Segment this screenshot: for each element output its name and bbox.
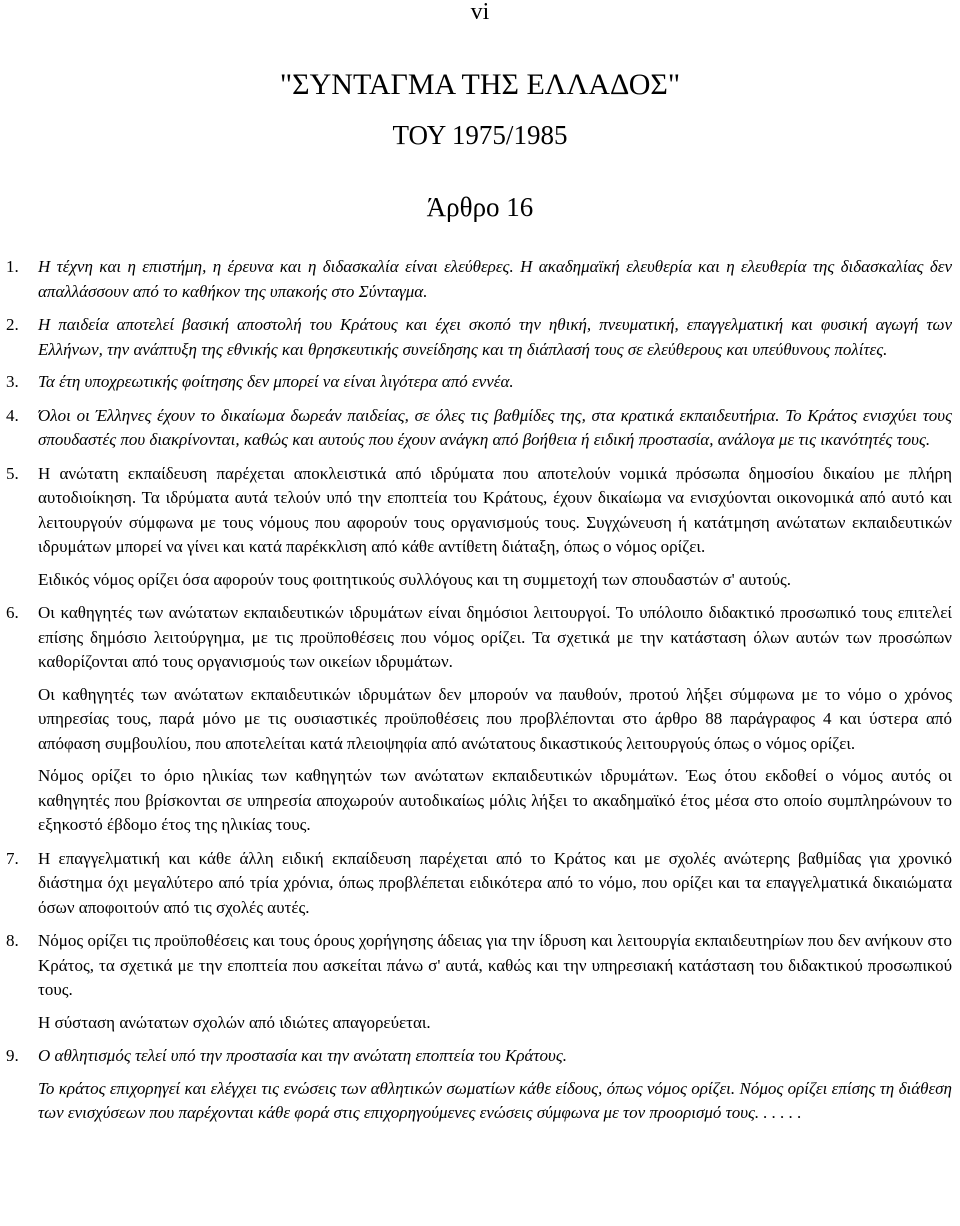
- article-item-1: [0, 255, 960, 304]
- article-item-5: [0, 462, 960, 593]
- article-item-3: [0, 370, 960, 395]
- item-paragraph: Ειδικός νόμος ορίζει όσα αφορούν τους φοιτητικούς συλλόγους και τη συμμετοχή των σπουδαστών σ' αυτούς.: [38, 569, 792, 589]
- item-number: 8.: [6, 931, 19, 950]
- item-paragraph: Η παιδεία αποτελεί βασική αποστολή του Κράτους και έχει σκοπό την ηθική, πνευματική, επαγγελματική και φυσική αγωγή των Ελλήνων, την ανάπτυξη της εθνικής και θρησκευτικής συνείδησης και τη διάπλασή τους σε ελεύθερους και υπεύθυνους πολίτες.: [38, 315, 952, 359]
- article-item-2: [0, 313, 960, 362]
- item-paragraph: Ο αθλητισμός τελεί υπό την προστασία και την ανώτατη εποπτεία του Κράτους.: [38, 1046, 568, 1065]
- item-paragraph: Η τέχνη και η επιστήμη, η έρευνα και η διδασκαλία είναι ελεύθερες. Η ακαδημαϊκή ελευθερία και η ελευθερία της διδασκαλίας δεν απαλλάσσουν από το καθήκον της υπακοής στο Σύνταγμα.: [38, 257, 952, 301]
- document-subtitle: ΤΟΥ 1975/1985: [392, 120, 568, 150]
- item-number: 4.: [6, 405, 19, 425]
- article-item-7: [0, 847, 960, 921]
- page-number: vi: [470, 0, 490, 25]
- item-paragraph: Οι καθηγητές των ανώτατων εκπαιδευτικών ιδρυμάτων δεν μπορούν να παυθούν, προτού λήξει σύμφωνα με το νόμο ο χρόνος υπηρεσίας τους, παρά μόνο με τις ουσιαστικές προϋποθέσεις που προβλέπονται στο άρθρο 88 παράγραφος 4 και ύστερα από απόφαση συμβουλίου, που αποτελείται κατά πλειοψηφία από ανώτατους δικαστικούς λειτουργούς όπως ο νόμος ορίζει.: [38, 684, 952, 753]
- item-number: 7.: [6, 848, 19, 868]
- item-paragraph: Όλοι οι Έλληνες έχουν το δικαίωμα δωρεάν παιδείας, σε όλες τις βαθμίδες της, στα κρατικά εκπαιδευτήρια. Το Κράτος ενισχύει τους σπουδαστές που διακρίνονται, καθώς και αυτούς που έχουν ανάγκη από βοήθεια ή ειδική προστασία, ανάλογα με τις ικανότητές τους.: [38, 405, 952, 449]
- item-paragraph: Το κράτος επιχορηγεί και ελέγχει τις ενώσεις των αθλητικών σωματίων κάθε είδους, όπως νόμος ορίζει. Νόμος ορίζει επίσης τη διάθεση των ενισχύσεων που παρέχονται κάθε φορά στις επιχορηγούμενες ενώσεις σύμφωνα με τον προορισμό τους. . . . . .: [38, 1078, 952, 1122]
- item-number: 3.: [6, 372, 19, 391]
- item-number: 1.: [6, 257, 19, 276]
- article-item-9: [0, 1044, 960, 1126]
- article-item-8: [0, 929, 960, 1035]
- item-paragraph: Τα έτη υποχρεωτικής φοίτησης δεν μπορεί να είναι λιγότερα από εννέα.: [38, 372, 514, 391]
- article-item-6: [0, 601, 960, 838]
- item-paragraph: Η σύσταση ανώτατων σχολών από ιδιώτες απαγορεύεται.: [38, 1012, 431, 1032]
- article-heading: Άρθρο 16: [426, 192, 534, 222]
- article-item-4: [0, 404, 960, 453]
- item-number: 5.: [6, 463, 19, 483]
- document-title: "ΣΥΝΤΑΓΜΑ ΤΗΣ ΕΛΛΑΔΟΣ": [279, 68, 681, 101]
- item-number: 9.: [6, 1046, 19, 1065]
- article-items: [0, 255, 960, 1126]
- item-paragraph: Η ανώτατη εκπαίδευση παρέχεται αποκλειστικά από ιδρύματα που αποτελούν νομικά πρόσωπα δημοσίου δικαίου με πλήρη αυτοδιοίκηση. Τα ιδρύματα αυτά τελούν υπό την εποπτεία του Κράτους, έχουν δικαίωμα να ενισχύονται οικονομικά από αυτό και λειτουργούν σύμφωνα με τους νόμους που αφορούν τους οργανισμούς τους. Συγχώνευση ή κατάτμηση ανώτατων εκπαιδευτικών ιδρυμάτων μπορεί να γίνει και κατά παρέκκλιση από κάθε αντίθετη διάταξη, όπως ο νόμος ορίζει.: [38, 463, 952, 556]
- item-number: 6.: [6, 603, 19, 622]
- item-paragraph: Η επαγγελματική και κάθε άλλη ειδική εκπαίδευση παρέχεται από το Κράτος και με σχολές ανώτερης βαθμίδας για χρονικό διάστημα όχι μεγαλύτερο από τρία χρόνια, όπως προβλέπεται ειδικότερα από το νόμο, που ορίζει και τα επαγγελματικά δικαιώματα όσων αποφοιτούν από τις σχολές αυτές.: [38, 848, 952, 917]
- item-paragraph: Νόμος ορίζει τις προϋποθέσεις και τους όρους χορήγησης άδειας για την ίδρυση και λειτουργία εκπαιδευτηρίων που δεν ανήκουν στο Κράτος, τα σχετικά με την εποπτεία που ασκείται πάνω σ' αυτά, καθώς και την υπηρεσιακή κατάσταση του διδακτικού προσωπικού τους.: [38, 931, 952, 999]
- item-paragraph: Νόμος ορίζει το όριο ηλικίας των καθηγητών των ανώτατων εκπαιδευτικών ιδρυμάτων. Έως ότου εκδοθεί ο νόμος αυτός οι καθηγητές που βρίσκονται σε υπηρεσία αποχωρούν αυτοδικαίως μόλις λήξει το ακαδημαϊκό έτος μέσα στο οποίο συμπληρώνουν το εξηκοστό έβδομο έτος της ηλικίας τους.: [38, 766, 952, 834]
- item-number: 2.: [6, 315, 19, 334]
- item-paragraph: Οι καθηγητές των ανώτατων εκπαιδευτικών ιδρυμάτων είναι δημόσιοι λειτουργοί. Το υπόλοιπο διδακτικό προσωπικό τους επιτελεί επίσης δημόσιο λειτούργημα, με τις προϋποθέσεις που νόμος ορίζει. Τα σχετικά με την κατάσταση όλων αυτών των προσώπων καθορίζονται από τους οργανισμούς των οικείων ιδρυμάτων.: [38, 603, 952, 671]
